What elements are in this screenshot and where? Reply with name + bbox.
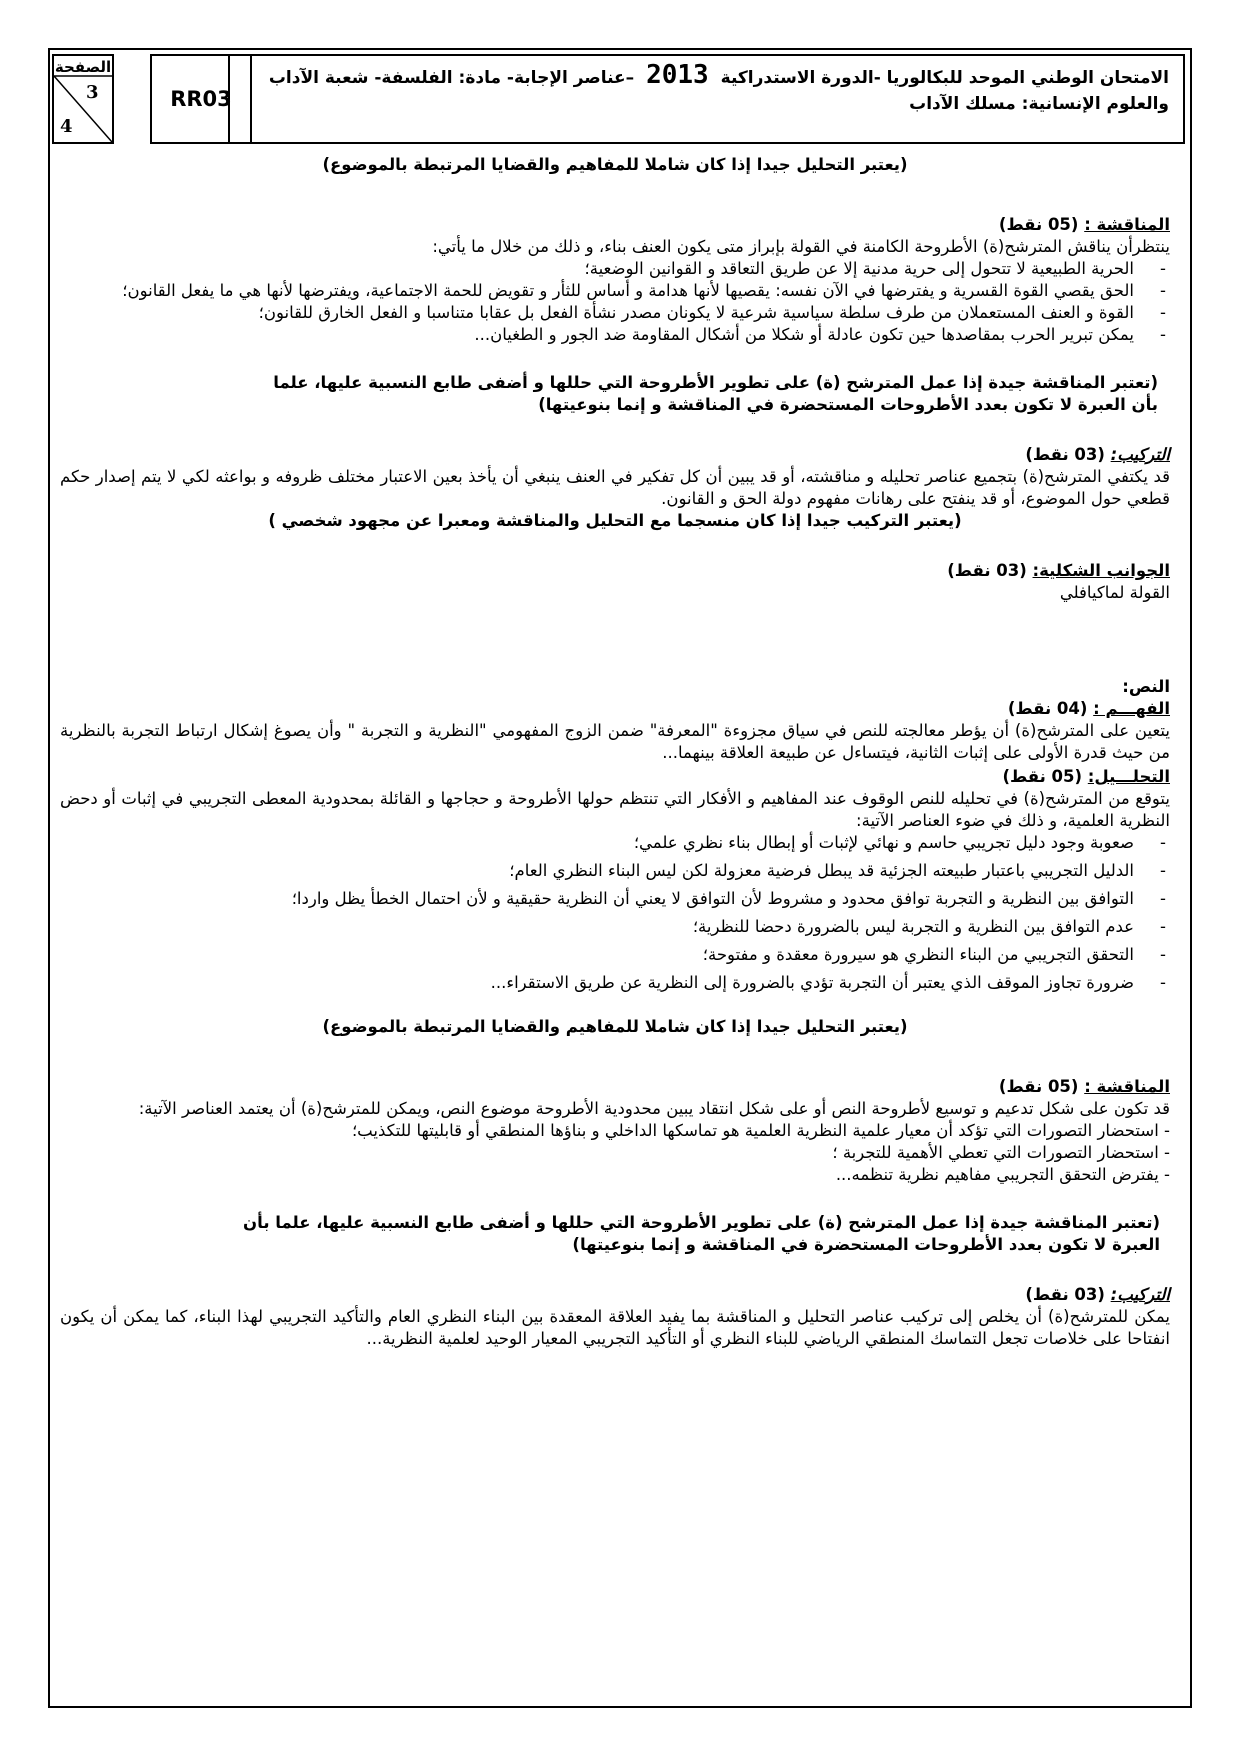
- discussion-intro-1: ينتظرأن يناقش المترشح(ة) الأطروحة الكامنة في القولة بإبراز متى يكون العنف بناء، و ذلك من خلال ما يأتي:: [432, 237, 1170, 256]
- formal-text: القولة لماكيافلي: [1059, 583, 1170, 602]
- answer-key-body: [60, 148, 1170, 1350]
- synthesis-heading-2: التركيب: (03 نقط): [1025, 1285, 1170, 1304]
- formal-heading: الجوانب الشكلية: (03 نقط): [947, 561, 1170, 580]
- synthesis-heading-1: التركيب: (03 نقط): [1025, 445, 1170, 464]
- list-item: - صعوبة وجود دليل تجريبي حاسم و نهائي لإثبات أو إبطال بناء نظري علمي؛: [60, 832, 1170, 854]
- list-item: - الدليل التجريبي باعتبار طبيعته الجزئية قد يبطل فرضية معزولة لكن ليس البناء النظري العام؛: [60, 860, 1170, 882]
- discussion-note-2b: العبرة لا تكون بعدد الأطروحات المستحضرة في المناقشة و إنما بنوعيتها): [572, 1235, 1160, 1254]
- list-item: - الحق يقصي القوة القسرية و يفترضها في الآن نفسه: يقصيها لأنها هدامة و أساس للثأر و تقويض للحمة الاجتماعية، ويفترضها لأنها هي ما يفعل القانون؛: [60, 280, 1170, 302]
- page-total: 4: [60, 116, 73, 137]
- exam-year: 2013: [646, 60, 709, 90]
- synthesis-text-2: يمكن للمترشح(ة) أن يخلص إلى تركيب عناصر التحليل و المناقشة بما يفيد العلاقة المعقدة بين البناء النظري العام والتأكيد التجريبي لهذا البناء، كما يمكن أن يكون انفتاحا على خلاصات تجعل التماسك المنطقي الرياضي للبناء النظري أو التأكيد التجريبي المعيار الوحيد لعلمية النظرية...: [60, 1307, 1170, 1348]
- list-item: - ضرورة تجاوز الموقف الذي يعتبر أن التجربة تؤدي بالضرورة إلى النظرية عن طريق الاستقراء...: [60, 972, 1170, 994]
- exam-title-line1: الامتحان الوطني الموحد للبكالوريا -الدورة الاستدراكية 2013 –عناصر الإجابة- مادة: الفلسفة- شعبة الآداب: [268, 60, 1169, 90]
- analysis-note-2: (يعتبر التحليل جيدا إذا كان شاملا للمفاهيم والقضايا المرتبطة بالموضوع): [322, 1017, 908, 1036]
- exam-title: [228, 54, 1185, 144]
- list-item: - التوافق بين النظرية و التجربة توافق محدود و مشروط لأن التوافق لا يعني أن النظرية حقيقية و لأن احتمال الخطأ يظل واردا؛: [60, 888, 1170, 910]
- list-item: - عدم التوافق بين النظرية و التجربة ليس بالضرورة دحضا للنظرية؛: [60, 916, 1170, 938]
- analysis-intro: يتوقع من المترشح(ة) في تحليله للنص الوقوف عند المفاهيم و الأفكار التي تنتظم حولها الأطروحة و حجاجها و القائلة بمحدودية المعطى التجريبي في إثبات أو دحض النظرية العلمية، و ذلك في ضوء العناصر الآتية:: [60, 789, 1170, 830]
- exam-code: RR03: [150, 54, 252, 144]
- analysis-note-1: (يعتبر التحليل جيدا إذا كان شاملا للمفاهيم والقضايا المرتبطة بالموضوع): [322, 155, 908, 174]
- synthesis-text-1: قد يكتفي المترشح(ة) بتجميع عناصر تحليله و مناقشته، أو قد يبين أن كل تفكير في العنف ينبغي أن يأخذ بعين الاعتبار مختلف ظروفه و بواعثه لكي لا يتم إصدار حكم قطعي حول الموضوع، أو قد ينفتح على رهانات مفهوم دولة الحق و القانون.: [60, 467, 1170, 508]
- analysis-list: [60, 832, 1170, 994]
- exam-header: [50, 50, 1190, 146]
- discussion-note-2a: (تعتبر المناقشة جيدة إذا عمل المترشح (ة) على تطوير الأطروحة التي حللها و أضفى طابع النسبية عليها، علما بأن: [243, 1213, 1160, 1232]
- text-section-title: النص:: [1122, 677, 1170, 696]
- exam-title-line2: والعلوم الإنسانية: مسلك الآداب: [909, 94, 1169, 114]
- discussion-note-1a: (تعتبر المناقشة جيدة إذا عمل المترشح (ة) على تطوير الأطروحة التي حللها و أضفى طابع النسبية عليها، علما: [273, 373, 1158, 392]
- synthesis-note-1: (يعتبر التركيب جيدا إذا كان منسجما مع التحليل والمناقشة ومعبرا عن مجهود شخصي ): [268, 511, 962, 530]
- understanding-text: يتعين على المترشح(ة) أن يؤطر معالجته للنص في سياق مجزوءة "المعرفة" ضمن الزوج المفهومي "النظرية و التجربة " وأن يصوغ إشكال ارتباط التجربة بالنظرية من حيث قدرة الأولى على إثبات الثانية، فيتساءل عن طبيعة العلاقة بينهما...: [60, 721, 1170, 762]
- discussion-intro-2: قد تكون على شكل تدعيم و توسيع لأطروحة النص أو على شكل انتقاد يبين محدودية الأطروحة موضوع النص، ويمكن للمترشح(ة) أن يعتمد العناصر الآتية:: [138, 1099, 1170, 1118]
- page-current: 3: [86, 82, 99, 103]
- list-item: - يفترض التحقق التجريبي مفاهيم نظرية تنظمه...: [835, 1165, 1170, 1184]
- list-item: - استحضار التصورات التي تعطي الأهمية للتجربة ؛: [832, 1143, 1170, 1162]
- analysis-heading: التحلـــيل: (05 نقط): [1002, 767, 1170, 786]
- list-item: - التحقق التجريبي من البناء النظري هو سيرورة معقدة و مفتوحة؛: [60, 944, 1170, 966]
- discussion-heading-2: المناقشة : (05 نقط): [998, 1077, 1170, 1096]
- list-item: - القوة و العنف المستعملان من طرف سلطة سياسية شرعية لا يكونان مصدر نشأة الفعل بل عقابا متناسبا و الفعل الخارق للقانون؛: [60, 302, 1170, 324]
- list-item: - يمكن تبرير الحرب بمقاصدها حين تكون عادلة أو شكلا من أشكال المقاومة ضد الجور و الطغيان...: [60, 324, 1170, 346]
- discussion-list-1: [60, 258, 1170, 346]
- discussion-heading-1: المناقشة : (05 نقط): [998, 215, 1170, 234]
- list-item: - الحرية الطبيعية لا تتحول إلى حرية مدنية إلا عن طريق التعاقد و القوانين الوضعية؛: [60, 258, 1170, 280]
- page-number-box: [52, 54, 114, 144]
- discussion-note-1b: بأن العبرة لا تكون بعدد الأطروحات المستحضرة في المناقشة و إنما بنوعيتها): [538, 395, 1158, 414]
- understanding-heading: الفهـــم : (04 نقط): [1007, 699, 1170, 718]
- discussion-list-2: [60, 1120, 1170, 1186]
- page-label: الصفحة: [54, 58, 112, 76]
- list-item: - استحضار التصورات التي تؤكد أن معيار علمية النظرية العلمية هو تماسكها الداخلي و بناؤها المنطقي أو قابليتها للتكذيب؛: [351, 1121, 1170, 1140]
